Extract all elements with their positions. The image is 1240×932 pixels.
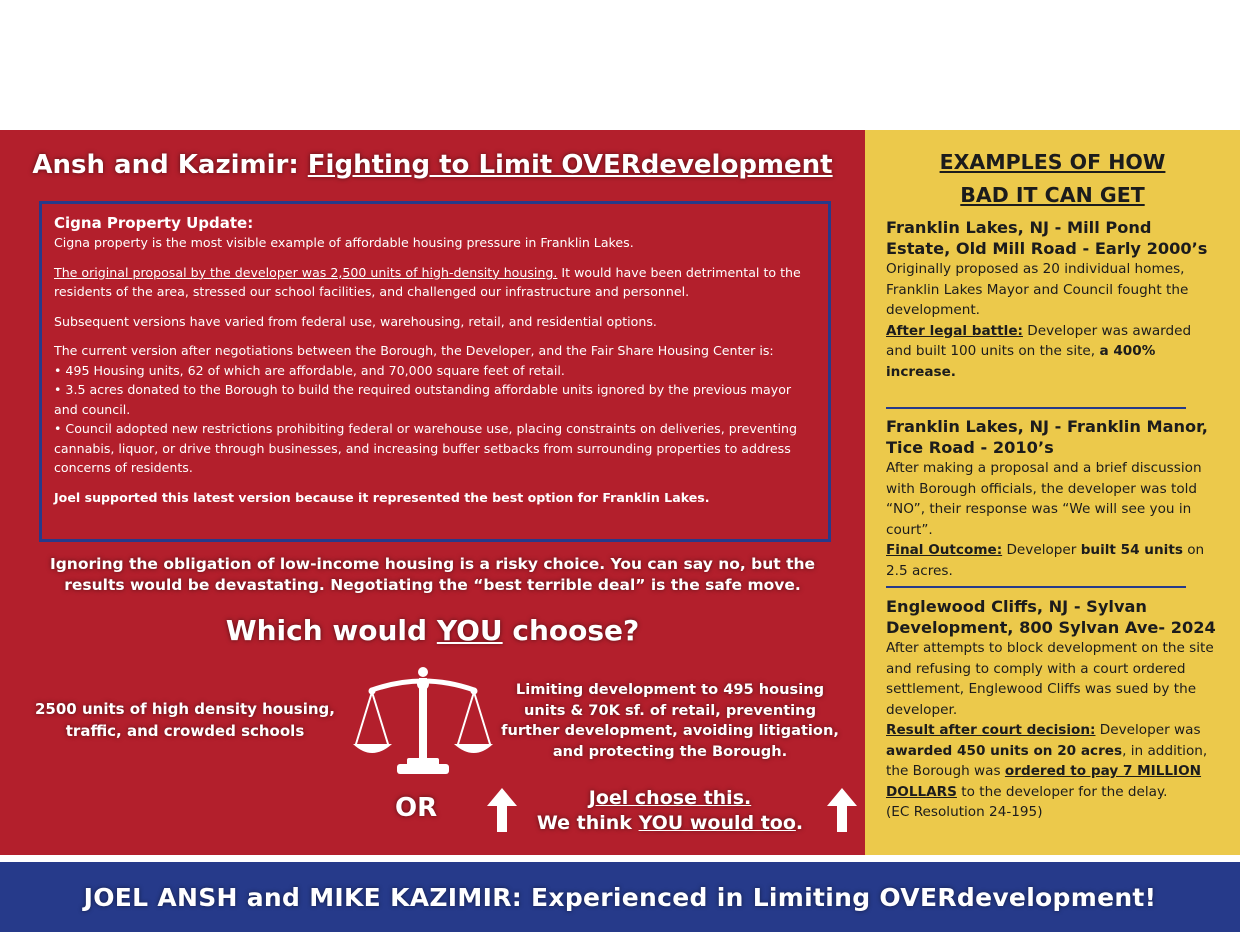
cigna-original-proposal-rest: It would have been detrimental to the residents of the area, stressed our school facilities, and challenged our infrastructure and personnel. bbox=[54, 264, 801, 299]
right-option-text: Limiting development to 495 housing units & 70K sf. of retail, preventing further development, avoiding litigation, and protecting the Borough. bbox=[501, 681, 839, 760]
footer-text: JOEL ANSH and MIKE KAZIMIR: Experienced in Limiting OVERdevelopment! bbox=[83, 882, 1157, 912]
question-heading bbox=[0, 614, 865, 647]
example-text: After making a proposal and a brief discussion with Borough officials, the developer was told “NO”, their response was “We will see you in court”. bbox=[886, 460, 1202, 538]
example-outcome-part: to the developer for the delay. bbox=[956, 783, 1168, 800]
divider bbox=[886, 407, 1186, 409]
example-outcome-label: After legal battle: bbox=[886, 322, 1023, 339]
or-label: OR bbox=[395, 793, 438, 823]
chose-line-2 bbox=[520, 811, 820, 836]
example-outcome-part: on 2.5 acres. bbox=[886, 542, 1205, 579]
example-outcome-part: a 400% increase. bbox=[886, 343, 1156, 380]
cigna-bullet: • Council adopted new restrictions prohibiting federal or warehouse use, placing constraints on deliveries, preventing cannabis, liquor, or drive through businesses, and increasing buffer setbacks from surrounding properties to address concerns of residents. bbox=[54, 421, 797, 475]
cigna-update-box bbox=[39, 201, 831, 542]
main-title bbox=[0, 150, 865, 180]
example-outcome-part: Developer was awarded and built 100 units on the site, bbox=[886, 322, 1192, 359]
chose-statement bbox=[520, 786, 820, 836]
example-franklin-manor bbox=[886, 417, 1216, 581]
example-outcome-part: , in addition, the Borough was bbox=[886, 742, 1208, 779]
footer-banner bbox=[0, 862, 1240, 932]
main-title-prefix: Ansh and Kazimir: bbox=[32, 150, 308, 180]
cigna-current-version: The current version after negotiations between the Borough, the Developer, and the Fair Share Housing Center is: bbox=[54, 343, 774, 358]
cigna-subsequent-versions: Subsequent versions have varied from federal use, warehousing, retail, and residential options. bbox=[54, 313, 657, 329]
cigna-bullet: • 495 Housing units, 62 of which are affordable, and 70,000 square feet of retail. bbox=[54, 362, 565, 378]
up-arrow-icon bbox=[827, 788, 857, 832]
example-heading: Englewood Cliffs, NJ - Sylvan Development, 800 Sylvan Ave- 2024 bbox=[886, 597, 1216, 637]
example-outcome bbox=[886, 321, 1216, 383]
examples-title-line-2: BAD IT CAN GET bbox=[960, 183, 1145, 207]
example-outcome-part: Developer bbox=[1002, 542, 1081, 558]
cigna-closing: Joel supported this latest version because it represented the best option for Franklin Lakes. bbox=[54, 489, 710, 505]
examples-sidebar bbox=[865, 130, 1240, 855]
chose-line-2-underlined: YOU would too bbox=[638, 812, 796, 834]
example-outcome-part: Developer was bbox=[1095, 722, 1201, 738]
examples-title-line-1: EXAMPLES OF HOW bbox=[939, 150, 1166, 174]
chose-line-1 bbox=[520, 786, 820, 811]
example-outcome-label: Result after court decision: bbox=[886, 722, 1096, 738]
chose-line-2-suffix: . bbox=[795, 812, 804, 834]
balance-scale-icon bbox=[352, 664, 494, 782]
example-outcome bbox=[886, 540, 1216, 581]
example-outcome-part: awarded 450 units on 20 acres bbox=[886, 742, 1123, 759]
cigna-bullet: • 3.5 acres donated to the Borough to build the required outstanding affordable units ignored by the previous mayor and council. bbox=[54, 382, 792, 417]
question-prefix: Which would bbox=[225, 614, 437, 647]
cigna-original-proposal-highlight: The original proposal by the developer was 2,500 units of high-density housing. bbox=[54, 264, 558, 280]
example-heading: Franklin Lakes, NJ - Mill Pond Estate, Old Mill Road - Early 2000’s bbox=[886, 218, 1208, 258]
example-mill-pond bbox=[886, 218, 1216, 382]
chose-line-2-prefix: We think bbox=[536, 812, 639, 834]
cigna-intro: Cigna property is the most visible example of affordable housing pressure in Franklin Lakes. bbox=[54, 235, 634, 250]
example-sylvan bbox=[886, 597, 1216, 823]
example-outcome-part: built 54 units bbox=[1080, 542, 1183, 558]
main-panel bbox=[0, 130, 865, 855]
example-outcome-label: Final Outcome: bbox=[886, 542, 1003, 558]
example-heading: Franklin Lakes, NJ - Franklin Manor, Tice Road - 2010’s bbox=[886, 417, 1208, 457]
up-arrow-icon bbox=[487, 788, 517, 832]
example-text: After attempts to block development on the site and refusing to comply with a court ordered settlement, Englewood Cliffs was sued by the developer. bbox=[886, 640, 1214, 718]
question-underlined: YOU bbox=[436, 614, 503, 647]
example-outcome-part: ordered to pay 7 MILLION DOLLARS bbox=[886, 763, 1202, 800]
main-title-underlined: Fighting to Limit OVERdevelopment bbox=[307, 150, 833, 180]
cigna-original-proposal bbox=[54, 263, 816, 302]
example-note: (EC Resolution 24-195) bbox=[886, 804, 1043, 820]
examples-title bbox=[865, 146, 1240, 212]
example-outcome bbox=[886, 720, 1216, 802]
example-text: Originally proposed as 20 individual homes, Franklin Lakes Mayor and Council fought the development. bbox=[886, 261, 1189, 318]
question-suffix: choose? bbox=[502, 614, 640, 647]
divider bbox=[886, 586, 1186, 588]
left-option-text: 2500 units of high density housing, traffic, and crowded schools bbox=[35, 700, 335, 740]
cigna-box-title: Cigna Property Update: bbox=[54, 214, 254, 232]
chose-line-1-text: Joel chose this. bbox=[588, 787, 752, 809]
warning-text: Ignoring the obligation of low-income housing is a risky choice. You can say no, but the results would be devastating. Negotiating the “best terrible deal” is the safe move. bbox=[49, 555, 816, 594]
